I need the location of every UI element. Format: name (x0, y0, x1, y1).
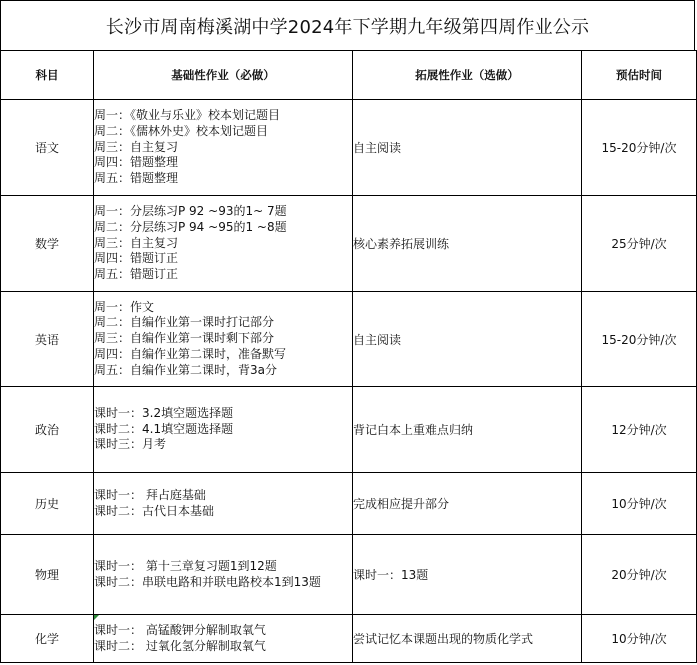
homework-line: 周四：自编作业第二课时，准备默写 (94, 346, 287, 361)
homework-line: 周一：《敬业与乐业》校本划记题目 (94, 108, 281, 122)
basic-homework-cell (94, 473, 353, 535)
sheet-title: 长沙市周南梅溪湖中学2024年下学期九年级第四周作业公示 (0, 0, 695, 50)
homework-table (0, 50, 697, 663)
extension-homework-cell: 背记白本上重难点归纳 (353, 387, 582, 473)
table-row-history (1, 473, 697, 535)
homework-line: 课时三：月考 (94, 437, 167, 452)
header-subject: 科目 (1, 51, 94, 100)
table-row-politics (1, 387, 697, 473)
estimated-time-cell: 15-20分钟/次 (582, 100, 697, 196)
cell-comment-marker (94, 615, 99, 620)
extension-homework-cell: 自主阅读 (353, 100, 582, 196)
extension-homework-cell: 课时一：13题 (353, 535, 582, 615)
estimated-time-cell: 12分钟/次 (582, 387, 697, 473)
homework-line: 课时二：古代日本基础 (94, 503, 215, 518)
basic-homework-cell (94, 387, 353, 473)
homework-line: 周二：分层练习P 94 ~95的1 ~8题 (94, 219, 287, 234)
homework-line: 周一：作文 (94, 299, 155, 314)
extension-homework-cell: 完成相应提升部分 (353, 473, 582, 535)
basic-homework-cell (94, 615, 353, 663)
homework-line: 课时二：4.1填空题选择题 (94, 421, 234, 436)
basic-homework-cell (94, 100, 353, 196)
homework-line: 周四：错题整理 (94, 155, 179, 170)
estimated-time-cell: 10分钟/次 (582, 615, 697, 663)
homework-line: 课时二： 过氧化氢分解制取氧气 (94, 638, 266, 653)
homework-line: 课时一： 拜占庭基础 (94, 487, 206, 502)
estimated-time-cell: 20分钟/次 (582, 535, 697, 615)
homework-line: 周二：自编作业第一课时打记部分 (94, 315, 275, 330)
table-row-math (1, 196, 697, 292)
table-row-english (1, 292, 697, 387)
basic-homework-cell (94, 292, 353, 387)
homework-line: 课时一： 高锰酸钾分解制取氧气 (94, 622, 266, 637)
header-row (1, 51, 697, 100)
homework-line: 周五：错题整理 (94, 171, 179, 186)
subject-cell: 语文 (1, 100, 94, 196)
header-basic: 基础性作业（必做） (94, 51, 353, 100)
subject-cell: 数学 (1, 196, 94, 292)
homework-line: 课时二：串联电路和并联电路校本1到13题 (94, 574, 321, 589)
header-extension: 拓展性作业（选做） (353, 51, 582, 100)
subject-cell: 历史 (1, 473, 94, 535)
estimated-time-cell: 15-20分钟/次 (582, 292, 697, 387)
homework-line: 周三：自主复习 (94, 139, 179, 154)
subject-cell: 化学 (1, 615, 94, 663)
header-time: 预估时间 (582, 51, 697, 100)
homework-line: 周五：自编作业第二课时，背3a分 (94, 362, 277, 377)
subject-cell: 政治 (1, 387, 94, 473)
homework-line: 课时一：3.2填空题选择题 (94, 405, 234, 420)
extension-homework-cell: 自主阅读 (353, 292, 582, 387)
extension-homework-cell: 尝试记忆本课题出现的物质化学式 (353, 615, 582, 663)
table-row-chemistry (1, 615, 697, 663)
homework-line: 周一：分层练习P 92 ~93的1~ 7题 (94, 204, 287, 218)
extension-homework-cell: 核心素养拓展训练 (353, 196, 582, 292)
estimated-time-cell: 25分钟/次 (582, 196, 697, 292)
homework-line: 周五：错题订正 (94, 267, 179, 282)
basic-homework-cell (94, 196, 353, 292)
homework-line: 周三：自主复习 (94, 235, 179, 250)
subject-cell: 物理 (1, 535, 94, 615)
basic-homework-cell (94, 535, 353, 615)
table-row-physics (1, 535, 697, 615)
homework-line: 周二：《儒林外史》校本划记题目 (94, 123, 269, 138)
subject-cell: 英语 (1, 292, 94, 387)
homework-line: 周三：自编作业第一课时剩下部分 (94, 331, 275, 346)
homework-line: 课时一： 第十三章复习题1到12题 (94, 558, 277, 573)
homework-line: 周四：错题订正 (94, 251, 179, 266)
table-row-chinese (1, 100, 697, 196)
estimated-time-cell: 10分钟/次 (582, 473, 697, 535)
